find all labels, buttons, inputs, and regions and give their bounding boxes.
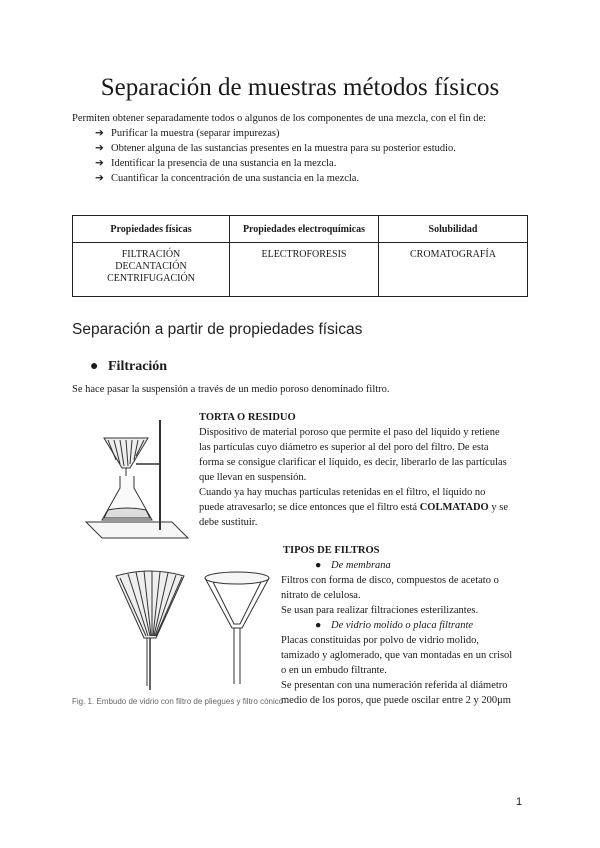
tipos-block: TIPOS DE FILTROS ● De membrana Filtros con forma de disco, compuestos de acetato o nitrato de celulosa. Se usan para realizar filtraciones esterilizantes. ● De vidrio molido o placa filtrante Placas constituidas por polvo de vidrio molido, tamizado y aglomerado, que van montadas en un crisol o en un embudo filtrante. Se presentan con una numeración referida al diámetro medio de los poros, que puede oscilar entre 2 y 200μm bbox=[281, 543, 531, 708]
torta-heading: TORTA O RESIDUO bbox=[199, 412, 296, 423]
bullet-icon: ● bbox=[90, 359, 99, 374]
list-item: ➔ Cuantificar la concentración de una sustancia en la mezcla. bbox=[95, 173, 360, 184]
colmatado-term: COLMATADO bbox=[419, 502, 489, 513]
table-cell: CROMATOGRAFÍA bbox=[379, 243, 528, 297]
page-title: Separación de muestras métodos físicos bbox=[100, 74, 500, 101]
figure-caption: Fig. 1. Embudo de vidrio con filtro de pliegues y filtro cónico bbox=[72, 697, 284, 706]
list-item: ➔ Obtener alguna de las sustancias presentes en la muestra para su posterior estudio. bbox=[95, 143, 456, 154]
section-heading: Separación a partir de propiedades físicas bbox=[72, 321, 363, 338]
arrow-icon: ➔ bbox=[95, 128, 104, 139]
table-header: Solubilidad bbox=[379, 216, 528, 243]
filter-type-vidrio: ● De vidrio molido o placa filtrante bbox=[315, 620, 474, 631]
arrow-icon: ➔ bbox=[95, 143, 104, 154]
list-item: ➔ Purificar la muestra (separar impurezas) bbox=[95, 128, 280, 139]
table-header: Propiedades físicas bbox=[73, 216, 230, 243]
funnels-illustration bbox=[110, 566, 275, 696]
intro-paragraph: Permiten obtener separadamente todos o algunos de los componentes de una mezcla, con el fin de: bbox=[72, 113, 487, 124]
tipos-heading: TIPOS DE FILTROS bbox=[283, 545, 380, 556]
bullet-icon: ● bbox=[315, 560, 322, 571]
bullet-icon: ● bbox=[315, 620, 322, 631]
properties-table bbox=[72, 215, 528, 297]
filtracion-text: Se hace pasar la suspensión a través de un medio poroso denominado filtro. bbox=[72, 384, 390, 395]
subsection-heading: ● Filtración bbox=[90, 359, 168, 374]
filter-type-membrana: ● De membrana bbox=[315, 560, 391, 571]
table-cell: FILTRACIÓN DECANTACIÓN CENTRIFUGACIÓN bbox=[73, 243, 230, 297]
page-number: 1 bbox=[516, 796, 523, 808]
filtration-apparatus-illustration bbox=[82, 412, 194, 554]
torta-block: TORTA O RESIDUO Dispositivo de material poroso que permite el paso del líquido y retiene las partículas cuyo diámetro es superior al del poro del filtro. De esta forma se consigue clarificar el líquido, es decir, liberarlo de las partículas que llevan en suspensión. Cuando ya hay muchas partículas retenidas en el filtro, el líquido no puede atravesarlo; se dice entonces que el filtro está COLMATADO y se debe sustituir. bbox=[199, 410, 529, 530]
table-cell: ELECTROFORESIS bbox=[230, 243, 379, 297]
table-header: Propiedades electroquímicas bbox=[230, 216, 379, 243]
arrow-icon: ➔ bbox=[95, 158, 104, 169]
list-item: ➔ Identificar la presencia de una sustancia en la mezcla. bbox=[95, 158, 337, 169]
arrow-icon: ➔ bbox=[95, 173, 104, 184]
